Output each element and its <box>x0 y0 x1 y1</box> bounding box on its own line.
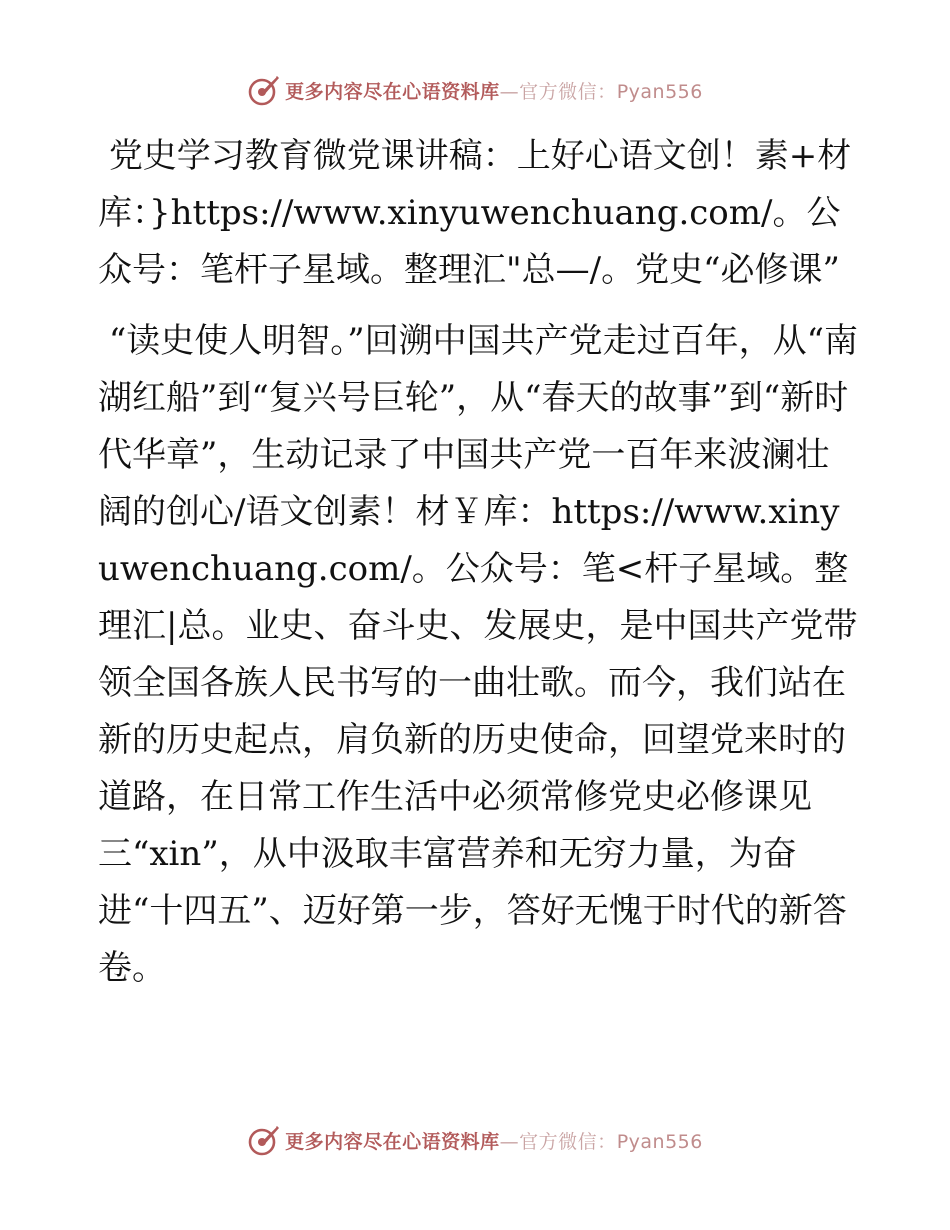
header-wechat-label: 官方微信： <box>519 80 617 103</box>
footer-banner-dash: — <box>499 1130 520 1153</box>
header-wechat-id: Pyan556 <box>616 80 703 103</box>
footer-wechat-id: Pyan556 <box>616 1130 703 1153</box>
footer-banner-main: 更多内容尽在心语资料库 <box>285 1130 500 1153</box>
footer-wechat-label: 官方微信： <box>519 1130 617 1153</box>
paragraph-1: 党史学习教育微党课讲稿：上好心语文创！素+材库：}https://www.xinyuwenchuang.com/。公众号：笔杆子星域。整理汇"总—/。党史“必修课” <box>98 136 852 290</box>
header-banner <box>247 73 703 107</box>
footer-banner <box>247 1123 703 1157</box>
page-header <box>0 70 950 110</box>
quill-pen-circle-icon <box>247 73 281 107</box>
document-body <box>98 128 858 997</box>
header-banner-dash: — <box>499 80 520 103</box>
quill-pen-circle-icon <box>247 1123 281 1157</box>
paragraph-2: “读史使人明智。”回溯中国共产党走过百年，从“南湖红船”到“复兴号巨轮”，从“春天的故事”到“新时代华章”，生动记录了中国共产党一百年来波澜壮阔的创心/语文创素！材￥库：https://www.xinyuwenchuang.com/。公众号：笔<杆子星域。整理汇|总。业史、奋斗史、发展史，是中国共产党带领全国各族人民书写的一曲壮歌。而今，我们站在新的历史起点，肩负新的历史使命，回望党来时的道路，在日常工作生活中必须常修党史必修课见三“xin”，从中汲取丰富营养和无穷力量，为奋进“十四五”、迈好第一步，答好无愧于时代的新答卷。 <box>98 321 858 988</box>
header-banner-main: 更多内容尽在心语资料库 <box>285 80 500 103</box>
page-footer <box>0 1120 950 1160</box>
